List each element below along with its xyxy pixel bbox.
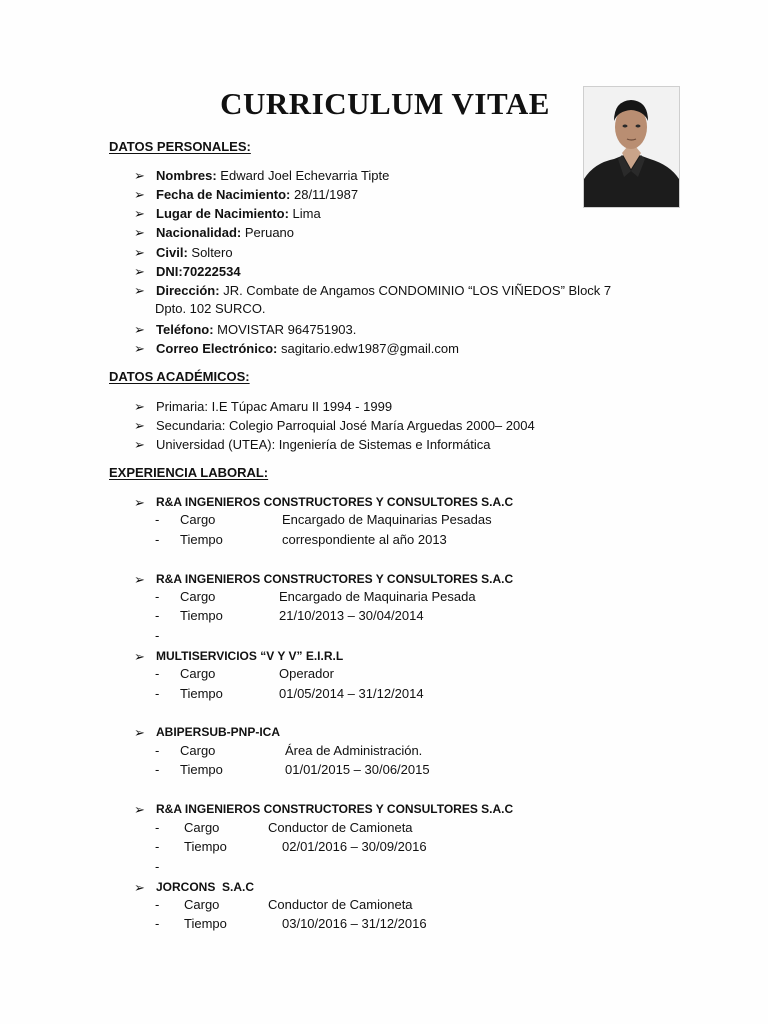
arrow-bullet-icon: ➢ <box>134 649 145 664</box>
arrow-bullet-icon: ➢ <box>134 322 145 337</box>
arrow-bullet-icon: ➢ <box>134 225 145 240</box>
arrow-bullet-icon: ➢ <box>134 495 145 510</box>
cargo-label: Cargo <box>184 820 220 835</box>
arrow-bullet-icon: ➢ <box>134 880 145 895</box>
arrow-bullet-icon: ➢ <box>134 572 145 587</box>
cargo-label: Cargo <box>180 512 216 527</box>
cargo-label: Cargo <box>184 897 220 912</box>
cargo-value: Conductor de Camioneta <box>268 897 413 912</box>
tiempo-value: 03/10/2016 – 31/12/2016 <box>282 916 427 931</box>
arrow-bullet-icon: ➢ <box>134 437 145 452</box>
arrow-bullet-icon: ➢ <box>134 725 145 740</box>
tiempo-label: Tiempo <box>180 532 223 547</box>
tiempo-value: 01/05/2014 – 31/12/2014 <box>279 686 424 701</box>
tiempo-label: Tiempo <box>180 686 223 701</box>
cargo-value: Encargado de Maquinarias Pesadas <box>282 512 492 527</box>
arrow-bullet-icon: ➢ <box>134 283 145 298</box>
cargo-label: Cargo <box>180 743 216 758</box>
arrow-bullet-icon: ➢ <box>134 418 145 433</box>
experience-heading: EXPERIENCIA LABORAL: <box>109 465 269 480</box>
cv-page: CURRICULUM VITAE DATOS PERSONALES: ➢ Nombres: Edward Joel Echevarria Tipte ➢ Fecha de Nacimiento: 28/11/1987 ➢ Lugar de Nacimiento: Lima ➢ Nacionalidad: Peruano ➢ Civil: Soltero ➢ DNI:70222534 ➢ Dirección: JR. Combate de Angamos CONDOMINIO “LOS VIÑEDOS” Block 7 Dpto. 102 SURCO. ➢ Teléfono: MOVISTAR 964751903. ➢ Correo Electrónico: sagitario.edw1987@gmail.com DATOS ACADÉMICOS: ➢ Primaria: I.E Túpac Amaru II 1994 - 1999 ➢ Secundaria: Colegio Parroquial José María Arguedas 2000– 2004 ➢ Universidad (UTEA): Ingeniería de Sistemas e Informática EXPERIENCIA LABORAL: ➢ R&A INGENIEROS CONSTRUCTORES Y CONSULTORES S.A.C - Cargo Encargado de Maquinarias Pesadas - Tiempo correspondiente al año 2013 ➢ R&A INGENIEROS CONSTRUCTORES Y CONSULTORES S.A.C - Cargo Encargado de Maquinaria Pesada - Tiempo 21/10/2013 – 30/04/2014 - ➢ MULTISERVICIOS “V Y V” E.I.R.L - Cargo Operador - Tiempo 01/05/2014 – 31/12/2014 ➢ ABIPERSUB-PNP-ICA - Cargo Área de Administración. - Tiempo 01/01/2015 – 30/06/2015 ➢ R&A INGENIEROS CONSTRUCTORES Y CONSULTORES S.A.C - Cargo Conductor de Camioneta - Tiempo 02/01/2016 – 30/09/2016 - ➢ JORCONS S.A.C - Cargo Conductor de Camioneta - Tiempo 03/10/2016 – 31/12/2016 <box>0 0 768 1024</box>
tiempo-value: 01/01/2015 – 30/06/2015 <box>285 762 430 777</box>
tiempo-label: Tiempo <box>184 839 227 854</box>
profile-photo <box>583 86 680 208</box>
personal-heading: DATOS PERSONALES: <box>109 139 251 154</box>
cargo-value: Operador <box>279 666 334 681</box>
cargo-value: Encargado de Maquinaria Pesada <box>279 589 476 604</box>
cargo-value: Área de Administración. <box>285 743 423 758</box>
arrow-bullet-icon: ➢ <box>134 399 145 414</box>
address-continuation: Dpto. 102 SURCO. <box>155 301 266 316</box>
arrow-bullet-icon: ➢ <box>134 206 145 221</box>
arrow-bullet-icon: ➢ <box>134 187 145 202</box>
arrow-bullet-icon: ➢ <box>134 168 145 183</box>
tiempo-label: Tiempo <box>180 762 223 777</box>
cargo-label: Cargo <box>180 589 216 604</box>
document-title: CURRICULUM VITAE <box>220 86 550 121</box>
arrow-bullet-icon: ➢ <box>134 245 145 260</box>
tiempo-value: 21/10/2013 – 30/04/2014 <box>279 608 424 623</box>
tiempo-label: Tiempo <box>180 608 223 623</box>
arrow-bullet-icon: ➢ <box>134 802 145 817</box>
arrow-bullet-icon: ➢ <box>134 264 145 279</box>
cargo-value: Conductor de Camioneta <box>268 820 413 835</box>
tiempo-value: 02/01/2016 – 30/09/2016 <box>282 839 427 854</box>
arrow-bullet-icon: ➢ <box>134 341 145 356</box>
academic-heading: DATOS ACADÉMICOS: <box>109 369 250 384</box>
cargo-label: Cargo <box>180 666 216 681</box>
tiempo-value: correspondiente al año 2013 <box>282 532 447 547</box>
tiempo-label: Tiempo <box>184 916 227 931</box>
